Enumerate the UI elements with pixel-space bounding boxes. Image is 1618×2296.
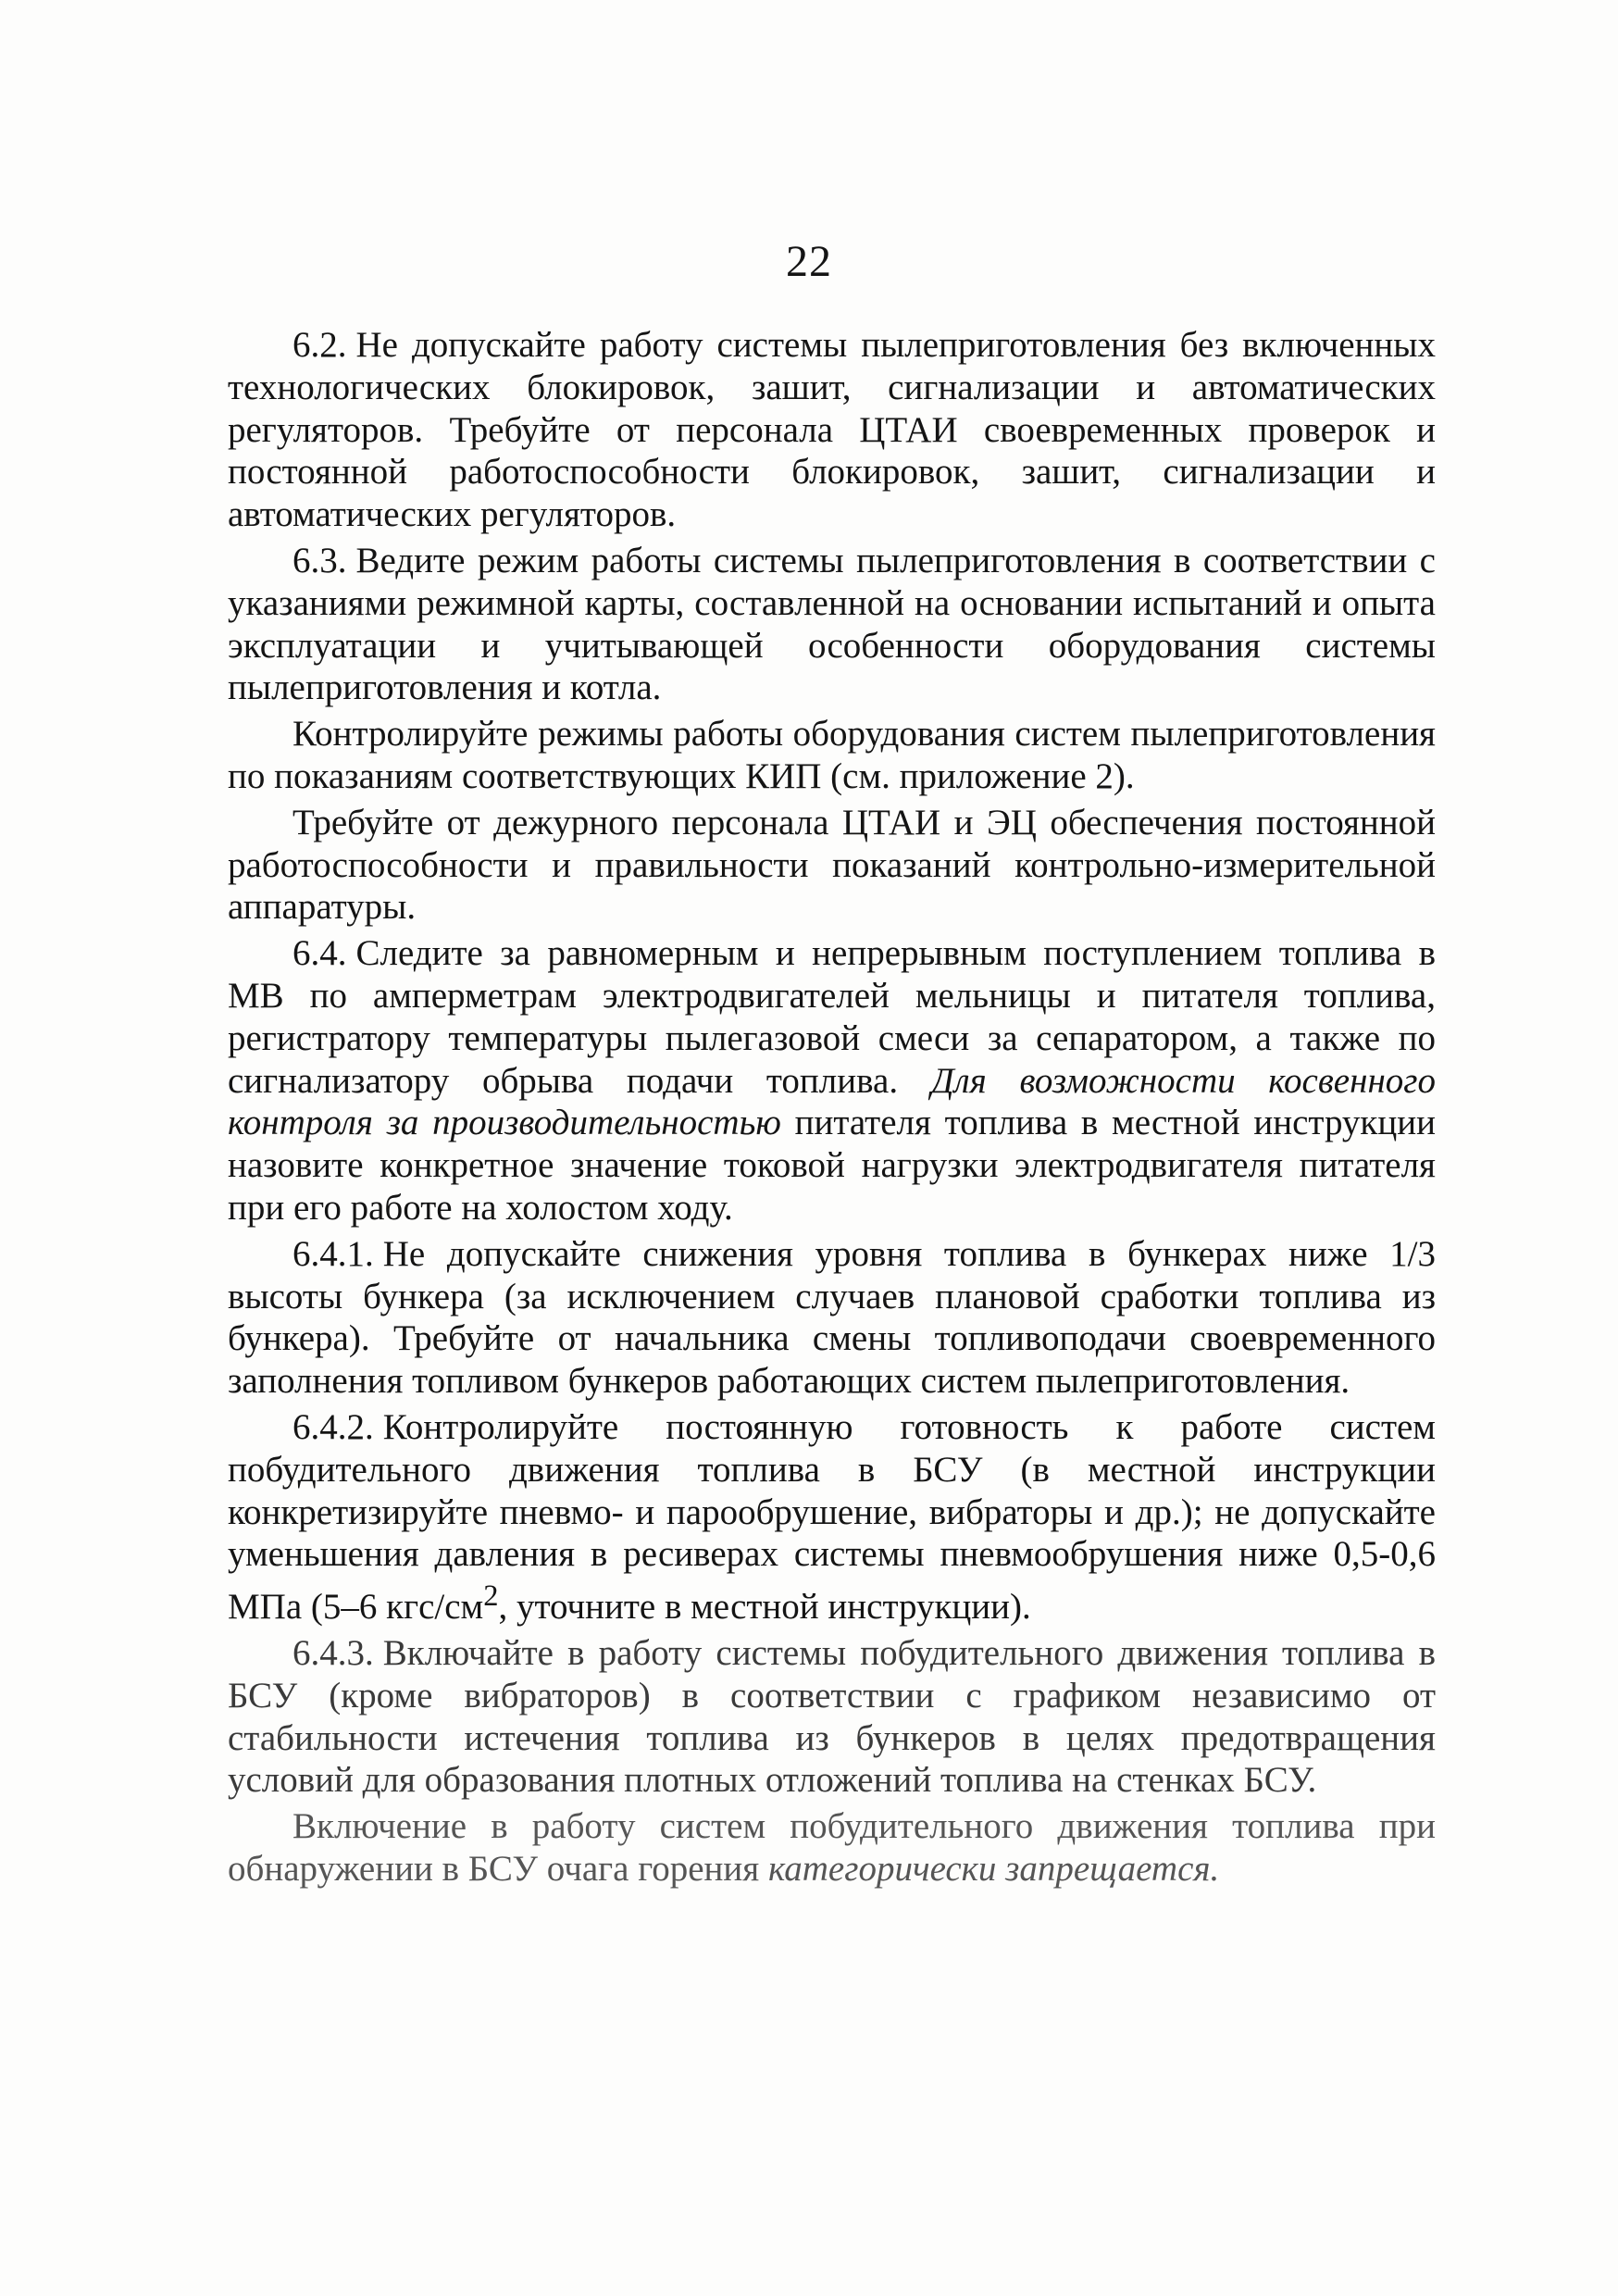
- paragraph-text: Контролируйте постоянную готовность к работе систем побудительного движения топлива в БСУ (в местной инструкции конкретизируйте пневмо- и парообрушение, вибраторы и др.); не допускайте уменьшения давления в ресиверах системы пневмообрушения ниже 0,5-0,6 МПа (5–6 кгс/см: [228, 1406, 1436, 1628]
- paragraph-text: Требуйте от дежурного персонала ЦТАИ и ЭЦ обеспечения постоянной работоспособности и правильности показаний контрольно-измерительной аппаратуры.: [228, 802, 1436, 928]
- page-number: 22: [786, 237, 832, 286]
- paragraph-text: Не допускайте работу системы пылеприготовления без включенных технологических блокировок, зашит, сигнализации и автоматических регуляторов. Требуйте от персонала ЦТАИ своевременных проверок и постоянной работоспособности блокировок, зашит, сигнализации и автоматических регуляторов.: [228, 325, 1436, 535]
- paragraph-6-4-3-prohibition: [228, 1805, 1436, 1890]
- clause-number: 6.4.1.: [292, 1233, 374, 1274]
- clause-number: 6.4.3.: [292, 1632, 374, 1673]
- clause-number: 6.4.: [292, 933, 347, 974]
- paragraph-italic-text: Для возможности косвенного контроля за производительностью: [228, 1060, 1437, 1143]
- paragraph-6-3-control: [228, 713, 1436, 798]
- paragraph-6-2: [228, 324, 1436, 536]
- paragraph-6-3-requirements: [228, 802, 1436, 929]
- clause-number: 6.4.2.: [292, 1406, 374, 1447]
- paragraph-6-4-1: [228, 1233, 1436, 1403]
- paragraph-6-3: [228, 540, 1436, 709]
- superscript: 2: [483, 1579, 499, 1614]
- clause-number: 6.3.: [292, 540, 347, 580]
- paragraph-text: Контролируйте режимы работы оборудования систем пылеприготовления по показаниям соответствующих КИП (см. приложение 2).: [228, 714, 1436, 796]
- paragraph-6-4-3: [228, 1632, 1436, 1802]
- paragraph-6-4: [228, 932, 1436, 1229]
- clause-number: 6.2.: [292, 325, 347, 365]
- paragraph-text: Не допускайте снижения уровня топлива в бункерах ниже 1/3 высоты бункера (за исключением случаев плановой сработки топлива из бункера). Требуйте от начальника смены топливоподачи своевременного заполнения топливом бункеров работающих систем пылеприготовления.: [228, 1233, 1436, 1402]
- paragraph-text: Включайте в работу системы побудительного движения топлива в БСУ (кроме вибраторов) в соответствии с графиком независимо от стабильности истечения топлива из бункеров в целях предотвращения условий для образования плотных отложений топлива на стенках БСУ.: [228, 1632, 1436, 1801]
- paragraph-text-continued: питателя топлива в местной инструкции назовите конкретное значение токовой нагрузки электродвигателя питателя при его работе на холостом ходу.: [228, 1103, 1436, 1228]
- paragraph-text: Включение в работу систем побудительного движения топлива при обнаружении в БСУ очага горения: [228, 1806, 1436, 1889]
- paragraph-text: Следите за равномерным и непрерывным поступлением топлива в МВ по амперметрам электродвигателей мельницы и питателя топлива, регистратору температуры пылегазовой смеси за сепаратором, а также по сигнализатору обрыва подачи топлива.: [228, 933, 1436, 1101]
- document-body: [228, 324, 1436, 1894]
- paragraph-text-continued: , уточните в местной инструкции).: [498, 1587, 1031, 1628]
- paragraph-6-4-2: [228, 1406, 1436, 1628]
- paragraph-text: Ведите режим работы системы пылеприготовления в соответствии с указаниями режимной карты, составленной на основании испытаний и опыта эксплуатации и учитывающей особенности оборудования системы пылеприготовления и котла.: [228, 540, 1436, 708]
- paragraph-italic-text: категорически запрещается.: [768, 1848, 1220, 1889]
